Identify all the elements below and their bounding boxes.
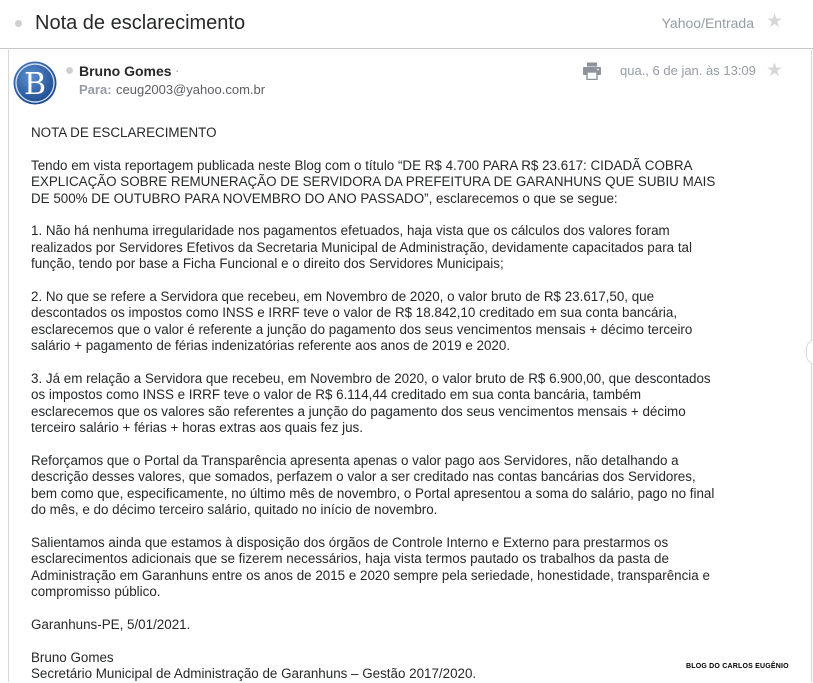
body-line: 2. No que se refere a Servidora que recebeu, em Novembro de 2020, o valor bruto de R$ 23.617,50, que [31,289,655,305]
unread-dot-icon[interactable] [15,20,22,27]
body-line: bem como que, especificamente, no último mês de novembro, o Portal apresentou a soma do salário, pago no final [31,485,715,501]
body-line: os impostos como INSS e IRRF teve o valor de R$ 6.114,44 creditado em sua conta bancária, também [31,387,642,403]
sender-name[interactable]: Bruno Gomes [79,63,172,79]
body-paragraphs [31,158,791,634]
body-line: Garanhuns-PE, 5/01/2021. [31,617,191,633]
body-line: função, tendo por base a Ficha Funcional e o direito dos Servidores Municipais; [31,256,504,272]
message-date: qua., 6 de jan. às 13:09 [620,63,756,78]
body-paragraph [31,158,791,207]
signature-role: Secretário Municipal de Administração de Garanhuns – Gestão 2017/2020. [31,666,477,682]
recipient-address[interactable]: ceug2003@yahoo.com.br [116,82,266,97]
body-line: Tendo em vista reportagem publicada neste Blog com o título “DE R$ 4.700 PARA R$ 23.617: CIDADÃ COBRA [31,157,693,173]
body-line: esclarecemos que os valores são referentes a junção do pagamento dos seus vencimentos mensais + décimo [31,403,686,419]
body-title: NOTA DE ESCLARECIMENTO [31,125,217,140]
body-line: do mês, e do décimo terceiro salário, quitado no início de novembro. [31,502,438,518]
body-line: DE 500% DE OUTUBRO PARA NOVEMBRO DO ANO PASSADO”, esclarecemos o que se segue: [31,190,618,206]
body-paragraph [31,617,791,633]
message-header [0,0,813,49]
message-body [31,125,791,683]
message-subject: Nota de esclarecimento [35,12,246,34]
body-line: Reforçamos que o Portal da Transparência apresenta apenas o valor pago aos Servidores, não detalhando a [31,453,679,469]
body-line: Administração em Garanhuns entre os anos de 2015 e 2020 sempre pela seriedade, honestidade, transparência e [31,567,710,583]
body-line: descrição desses valores, que somados, perfazem o valor a ser creditado nas contas bancárias dos Servidores, [31,469,696,485]
body-line: 3. Já em relação a Servidora que recebeu, em Novembro de 2020, o valor bruto de R$ 6.900,00, que descontados [31,371,711,387]
star-icon[interactable]: ★ [766,60,784,81]
body-line: esclarecimentos adicionais que se fizerem necessários, haja vista termos pautado os trabalhos da pasta de [31,551,669,567]
watermark: BLOG DO CARLOS EUGÊNIO [686,663,789,670]
body-paragraph [31,535,791,601]
avatar-letter: B [23,67,47,102]
body-line: EXPLICAÇÃO SOBRE REMUNERAÇÃO DE SERVIDORA DA PREFEITURA DE GARANHUNS QUE SUBIU MAIS [31,174,716,190]
body-paragraph [31,371,791,437]
body-line: Salientamos ainda que estamos à disposição dos órgãos de Controle Interno e Externo para prestarmos os [31,535,669,551]
star-icon[interactable]: ★ [766,11,784,32]
body-line: terceiro salário + férias + horas extras aos quais fez jus. [31,420,363,436]
body-line: realizados por Servidores Efetivos da Secretaria Municipal de Administração, devidamente capacitados para tal [31,239,692,255]
body-paragraph [31,453,791,519]
signature-name: Bruno Gomes [31,649,114,665]
body-line: salário + pagamento de férias indenizatórias referente aos anos de 2019 e 2020. [31,338,511,354]
body-line: compromisso público. [31,584,161,600]
body-paragraph [31,289,791,355]
body-paragraph [31,223,791,272]
body-line: descontados os impostos como INSS e IRRF teve o valor de R$ 18.842,10 creditado em sua conta bancária, [31,305,678,321]
body-line: esclarecemos que o valor é referente a junção do pagamento dos seus vencimentos mensais + décimo terceiro [31,321,693,337]
folder-path[interactable]: Yahoo/Entrada [661,15,754,31]
sender-separator: · [175,63,180,78]
avatar[interactable] [13,61,57,105]
read-status-dot-icon[interactable] [66,67,73,74]
printer-icon[interactable] [582,62,602,80]
body-line: 1. Não há nenhuma irregularidade nos pagamentos efetuados, haja vista que os cálculos dos valores foram [31,223,670,239]
recipient-label: Para: [79,82,112,97]
